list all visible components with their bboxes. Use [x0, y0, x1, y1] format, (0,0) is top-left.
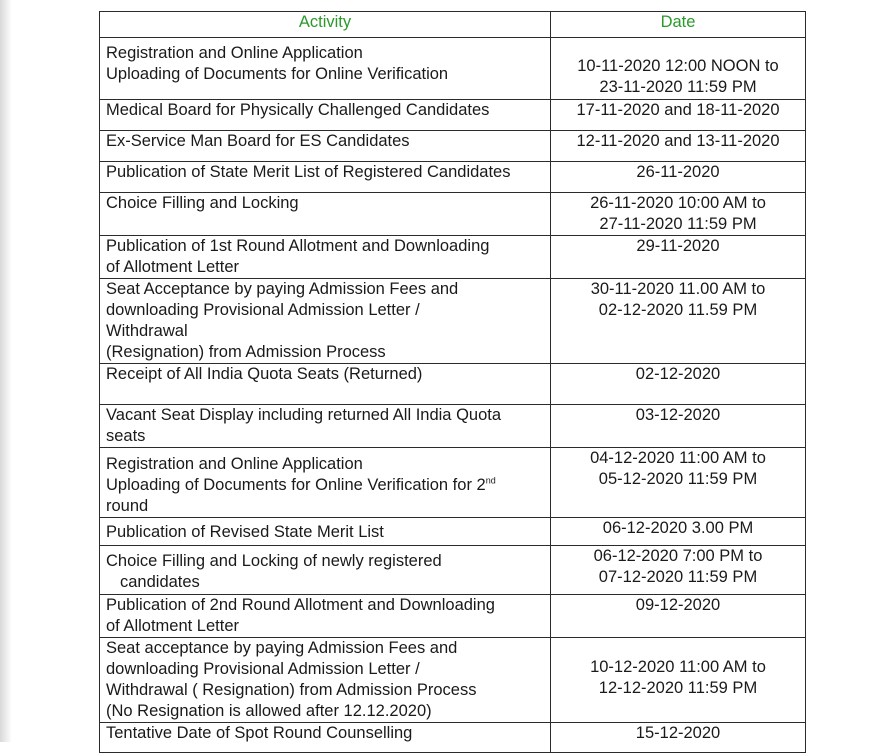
- table-row: [100, 38, 806, 100]
- table-row: [100, 193, 806, 236]
- table-row: [100, 364, 806, 405]
- activity-cell: [100, 100, 551, 131]
- date-line: 04-12-2020 11:00 AM to: [590, 449, 766, 467]
- date-line: 09-12-2020: [635, 596, 721, 614]
- date-cell: [551, 448, 806, 518]
- activity-cell: [100, 638, 551, 723]
- activity-line: Withdrawal ( Resignation) from Admission Process: [106, 681, 477, 699]
- date-line: 12-11-2020 and 13-11-2020: [576, 132, 780, 150]
- activity-cell: [100, 279, 551, 364]
- date-line: 12-12-2020 11:59 PM: [598, 679, 758, 697]
- table-row: [100, 546, 806, 595]
- date-cell: [551, 162, 806, 193]
- activity-line: Tentative Date of Spot Round Counselling: [106, 724, 413, 742]
- date-line: 06-12-2020 3.00 PM: [602, 519, 754, 537]
- table-row: [100, 595, 806, 638]
- date-cell: [551, 518, 806, 546]
- date-cell: [551, 546, 806, 595]
- activity-cell: [100, 162, 551, 193]
- activity-line: Choice Filling and Locking: [106, 194, 299, 212]
- activity-line: of Allotment Letter: [106, 258, 239, 276]
- activity-line: Vacant Seat Display including returned All India Quota: [106, 406, 502, 424]
- activity-line: Registration and Online Application: [106, 455, 363, 473]
- table-row: [100, 723, 806, 753]
- activity-line: Receipt of All India Quota Seats (Returned): [106, 365, 423, 383]
- activity-line: Seat acceptance by paying Admission Fees and: [106, 639, 458, 657]
- table-row: [100, 405, 806, 448]
- activity-cell: [100, 131, 551, 162]
- activity-line: Publication of Revised State Merit List: [106, 523, 384, 541]
- date-line: 23-11-2020 11:59 PM: [599, 78, 757, 96]
- activity-line: (Resignation) from Admission Process: [106, 343, 386, 361]
- activity-line: Publication of 2nd Round Allotment and Downloading: [106, 596, 495, 614]
- activity-cell: [100, 236, 551, 279]
- date-cell: [551, 723, 806, 753]
- date-line: 17-11-2020 and 18-11-2020: [576, 101, 780, 119]
- activity-line: downloading Provisional Admission Letter /: [106, 660, 420, 678]
- date-line: 26-11-2020 10:00 AM to: [590, 194, 766, 212]
- activity-line: downloading Provisional Admission Letter /: [106, 301, 420, 319]
- table-row: [100, 638, 806, 723]
- activity-line: Registration and Online Application: [106, 44, 363, 62]
- activity-header: Activity: [100, 12, 551, 38]
- activity-text: Uploading of Documents for Online Verification for 2: [106, 476, 486, 494]
- table-row: [100, 279, 806, 364]
- date-line: 30-11-2020 11.00 AM to: [590, 280, 766, 298]
- table-row: [100, 162, 806, 193]
- activity-cell: [100, 405, 551, 448]
- activity-cell: [100, 193, 551, 236]
- activity-line: Publication of 1st Round Allotment and Downloading: [106, 237, 490, 255]
- ordinal-suffix: nd: [485, 475, 496, 486]
- table-row: [100, 448, 806, 518]
- date-line: 29-11-2020: [636, 237, 720, 255]
- table-row: [100, 236, 806, 279]
- activity-line: (No Resignation is allowed after 12.12.2020): [106, 702, 432, 720]
- activity-cell: [100, 546, 551, 595]
- date-line: 26-11-2020: [636, 163, 720, 181]
- date-cell: [551, 364, 806, 405]
- activity-line: Withdrawal: [106, 322, 188, 340]
- date-line: 07-12-2020 11:59 PM: [598, 568, 758, 586]
- date-line: 02-12-2020: [635, 365, 721, 383]
- table-row: [100, 100, 806, 131]
- date-cell: [551, 193, 806, 236]
- activity-cell: [100, 595, 551, 638]
- activity-line: Choice Filling and Locking of newly registered: [106, 552, 442, 570]
- activity-line: Uploading of Documents for Online Verification: [106, 65, 449, 83]
- activity-line: [106, 475, 544, 496]
- activity-cell: [100, 364, 551, 405]
- activity-line: Medical Board for Physically Challenged Candidates: [106, 101, 490, 119]
- header-row: [100, 12, 806, 38]
- schedule-table: [99, 11, 806, 753]
- date-line: 05-12-2020 11:59 PM: [598, 470, 758, 488]
- date-line: 10-11-2020 12:00 NOON to: [577, 57, 779, 75]
- activity-line: round: [106, 497, 149, 515]
- date-cell: [551, 405, 806, 448]
- date-line: 10-12-2020 11:00 AM to: [590, 658, 766, 676]
- date-cell: [551, 100, 806, 131]
- date-cell: [551, 638, 806, 723]
- date-line: 06-12-2020 7:00 PM to: [593, 547, 763, 565]
- activity-line: Publication of State Merit List of Registered Candidates: [106, 163, 511, 181]
- table-row: [100, 518, 806, 546]
- date-line: 15-12-2020: [635, 724, 721, 742]
- activity-cell: [100, 723, 551, 753]
- date-line: 03-12-2020: [635, 406, 721, 424]
- activity-cell: [100, 448, 551, 518]
- activity-line: Ex-Service Man Board for ES Candidates: [106, 132, 410, 150]
- date-cell: [551, 236, 806, 279]
- activity-cell: [100, 38, 551, 100]
- date-header: Date: [551, 12, 806, 38]
- activity-line: seats: [106, 427, 146, 445]
- activity-line: candidates: [120, 573, 200, 591]
- table-row: [100, 131, 806, 162]
- date-cell: [551, 279, 806, 364]
- date-cell: [551, 595, 806, 638]
- date-cell: [551, 38, 806, 100]
- date-line: 27-11-2020 11:59 PM: [599, 215, 757, 233]
- date-line: 02-12-2020 11.59 PM: [598, 301, 758, 319]
- date-cell: [551, 131, 806, 162]
- page-edge-shadow: [0, 0, 12, 742]
- activity-cell: [100, 518, 551, 546]
- activity-line: Seat Acceptance by paying Admission Fees and: [106, 280, 459, 298]
- activity-line: of Allotment Letter: [106, 617, 239, 635]
